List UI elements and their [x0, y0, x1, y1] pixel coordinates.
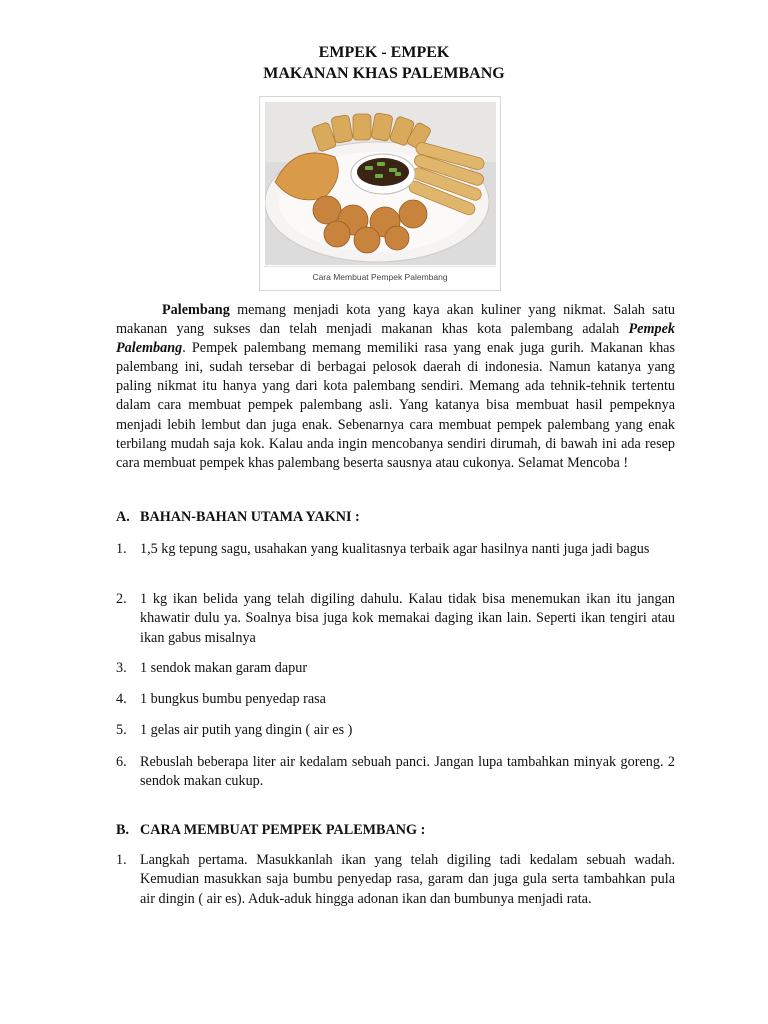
list-item [116, 753, 675, 792]
list-item-text: Langkah pertama. Masukkanlah ikan yang telah digiling tadi kedalam sebuah wadah. Kemudian masukkan saja bumbu penyedap rasa, garam dan juga gula serta tambahkan pula air dingin ( air es). Aduk-aduk hingga adonan ikan dan bumbunya menjadi rata. [140, 852, 675, 907]
intro-paragraph [116, 301, 675, 473]
list-item [116, 540, 675, 559]
pempek-photo [265, 102, 496, 265]
list-item [116, 721, 675, 740]
list-item-text: 1 kg ikan belida yang telah digiling dahulu. Kalau tidak bisa menemukan ikan itu jangan khawatir dulu ya. Soalnya bisa juga kok memakai daging ikan lain. Seperti ikan tengiri atau ikan gabus misalnya [140, 591, 675, 646]
list-item-text: 1 bungkus bumbu penyedap rasa [140, 691, 326, 707]
section-b-heading [116, 821, 425, 840]
list-item-number: 1. [116, 541, 127, 557]
intro-text-2: . Pempek palembang memang memiliki rasa yang enak juga gurih. Makanan khas palembang ini, sudah tersebar di berbagai pelosok daerah di indonesia. Namun katanya yang paling nikmat itu hanya yang dari kota palembang sendiri. Memang ada tehnik-tehnik tertentu dalam cara membuat pempek palembang asli. Yang katanya bisa membuat hasil pempeknya menjadi lebih lembut dan juga enak. Sebenarnya cara membuat pempek palembang yang enak terbilang mudah saja kok. Kalau anda ingin mencobanya sendiri dirumah, di bawah ini ada resep cara membuat pempek khas palembang beserta sausnya atau cukonya. Selamat Mencoba ! [116, 340, 675, 471]
list-item [116, 851, 675, 909]
list-item [116, 659, 675, 678]
doc-title: EMPEK - EMPEK [318, 44, 450, 61]
list-item-text: 1,5 kg tepung sagu, usahakan yang kualitasnya terbaik agar hasilnya nanti juga jadi bagus [140, 541, 650, 557]
list-item [116, 690, 675, 709]
section-a-title: BAHAN-BAHAN UTAMA YAKNI : [140, 509, 360, 525]
list-item-number: 2. [116, 591, 127, 607]
caption-divider [264, 266, 496, 267]
intro-emphasis: Pempek Palembang [116, 321, 675, 357]
list-item-number: 4. [116, 691, 127, 707]
section-b-letter: B. [116, 822, 130, 838]
list-item-number: 6. [116, 754, 127, 770]
list-item-number: 3. [116, 660, 127, 676]
intro-text-1: memang menjadi kota yang kaya akan kuliner yang nikmat. Salah satu makanan yang sukses dan telah menjadi makanan khas kota palembang adalah [116, 302, 675, 338]
list-item-text: 1 sendok makan garam dapur [140, 660, 308, 676]
list-item-text: Rebuslah beberapa liter air kedalam sebuah panci. Jangan lupa tambahkan minyak goreng. 2 sendok makan cukup. [140, 754, 675, 790]
intro-lead: Palembang [162, 302, 230, 318]
section-b-title: CARA MEMBUAT PEMPEK PALEMBANG : [140, 822, 426, 838]
food-figure [259, 96, 501, 291]
doc-subtitle: MAKANAN KHAS PALEMBANG [263, 65, 505, 82]
list-item-number: 5. [116, 722, 127, 738]
list-item-text: 1 gelas air putih yang dingin ( air es ) [140, 722, 353, 738]
section-a-letter: A. [116, 509, 130, 525]
section-a-heading [116, 508, 360, 527]
list-item [116, 590, 675, 648]
figure-caption: Cara Membuat Pempek Palembang [312, 272, 448, 282]
list-item-number: 1. [116, 852, 127, 868]
